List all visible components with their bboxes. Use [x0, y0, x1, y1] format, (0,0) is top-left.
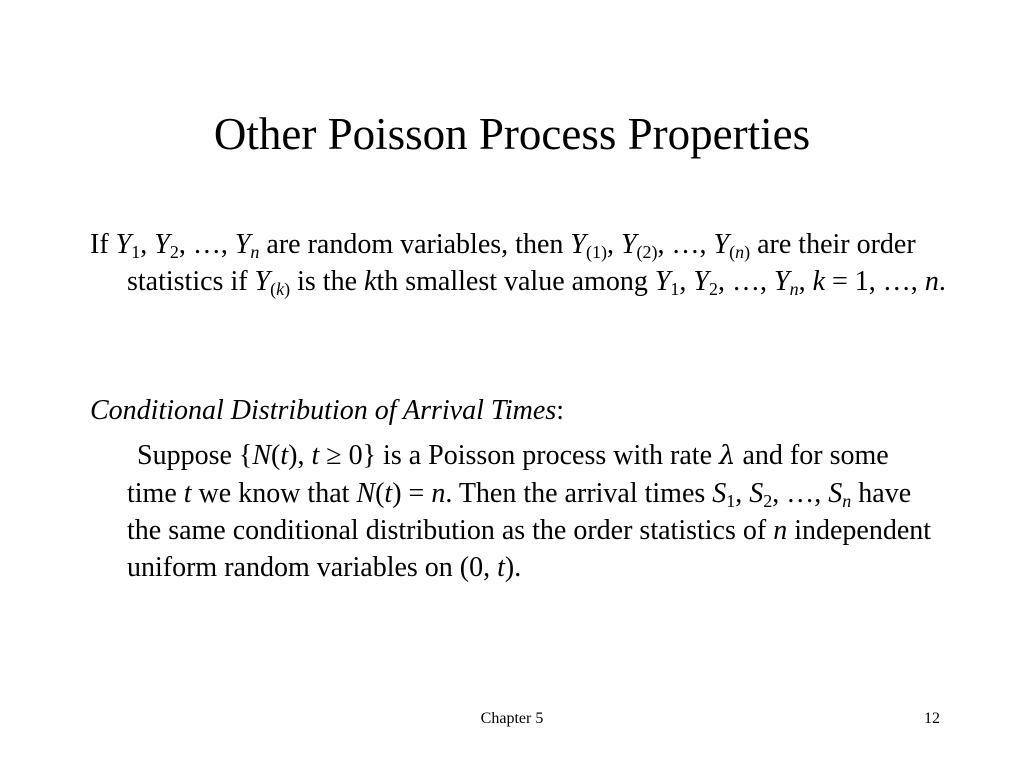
text: we know that	[191, 478, 357, 509]
var-k: k	[812, 266, 826, 297]
var-S: S	[749, 478, 764, 509]
order-statistics-paragraph	[90, 226, 977, 300]
subscript: (2)	[636, 242, 658, 262]
text: have the same conditional distribution as the order statistics of	[127, 478, 912, 546]
var-y: Y	[154, 229, 170, 260]
paren: (	[729, 242, 736, 262]
text: If	[90, 229, 116, 260]
var-t: t	[183, 478, 192, 509]
subscript-n: n	[842, 491, 852, 511]
var-n: n	[924, 266, 939, 297]
var-k: k	[364, 266, 377, 297]
text: is the	[290, 266, 365, 297]
separator: ,	[606, 229, 621, 260]
var-N: N	[252, 440, 272, 471]
paren: )	[284, 279, 291, 299]
lambda-symbol: λ	[719, 441, 736, 471]
subscript: 2	[763, 491, 773, 511]
var-y: Y	[115, 229, 132, 260]
subscript	[790, 279, 799, 299]
separator: ,	[798, 266, 813, 297]
subscript: 2	[169, 242, 179, 262]
var-t: t	[384, 478, 393, 509]
separator: ,	[735, 478, 750, 509]
subscript: (1)	[585, 242, 607, 262]
paren: (	[270, 279, 277, 299]
paren: (	[271, 440, 281, 471]
subscript: 2	[709, 279, 718, 299]
text: = 1, …,	[825, 266, 925, 297]
subscript-n: n	[789, 279, 799, 299]
var-y: Y	[254, 266, 271, 297]
separator: , …,	[772, 478, 829, 509]
subscript-k: k	[276, 279, 285, 299]
section-heading	[90, 392, 977, 429]
var-y: Y	[620, 229, 637, 260]
var-t: t	[311, 440, 320, 471]
subscript-n: n	[250, 242, 260, 262]
separator: , …,	[657, 229, 714, 260]
var-y: Y	[774, 266, 790, 297]
paren: )	[744, 242, 751, 262]
subscript-n: n	[735, 242, 745, 262]
footer-chapter: Chapter 5	[480, 710, 544, 727]
separator: ,	[140, 229, 155, 260]
text: independent uniform random variables on (0,	[127, 515, 932, 583]
var-n: n	[431, 478, 446, 509]
text: .	[938, 266, 946, 297]
var-t: t	[280, 440, 289, 471]
var-y: Y	[234, 229, 251, 260]
slide-title: Other Poisson Process Properties	[213, 109, 811, 159]
heading-colon: :	[556, 395, 564, 426]
text: . Then the arrival times	[445, 478, 713, 509]
text: are their order statistics if	[127, 229, 916, 297]
var-t: t	[497, 552, 505, 583]
footer-page-number: 12	[924, 710, 940, 727]
separator: ,	[679, 266, 694, 297]
paren: ) =	[392, 478, 432, 509]
var-y: Y	[693, 266, 709, 297]
var-y: Y	[713, 229, 730, 260]
heading-text: Conditional Distribution of Arrival Times	[90, 395, 557, 426]
text: ≥ 0} is a Poisson process with rate	[319, 440, 720, 471]
subscript	[842, 491, 851, 511]
text: are random variables, then	[259, 229, 571, 260]
separator: , …,	[178, 229, 235, 260]
conditional-distribution-paragraph	[127, 437, 937, 586]
subscript	[729, 242, 750, 262]
subscript	[270, 279, 290, 299]
subscript: 1	[131, 242, 141, 262]
paren: ),	[288, 440, 312, 471]
text: Suppose {	[137, 440, 253, 471]
var-S: S	[828, 478, 843, 509]
subscript: 1	[726, 491, 736, 511]
var-S: S	[712, 478, 727, 509]
text: ).	[504, 552, 522, 583]
var-n: n	[773, 515, 788, 546]
subscript: 1	[670, 279, 680, 299]
text: and for some time	[127, 440, 889, 509]
var-y: Y	[654, 266, 671, 297]
paren: (	[375, 478, 385, 509]
var-N: N	[356, 478, 376, 509]
var-y: Y	[570, 229, 586, 260]
separator: , …,	[718, 266, 774, 297]
text: th smallest value among	[376, 266, 655, 297]
